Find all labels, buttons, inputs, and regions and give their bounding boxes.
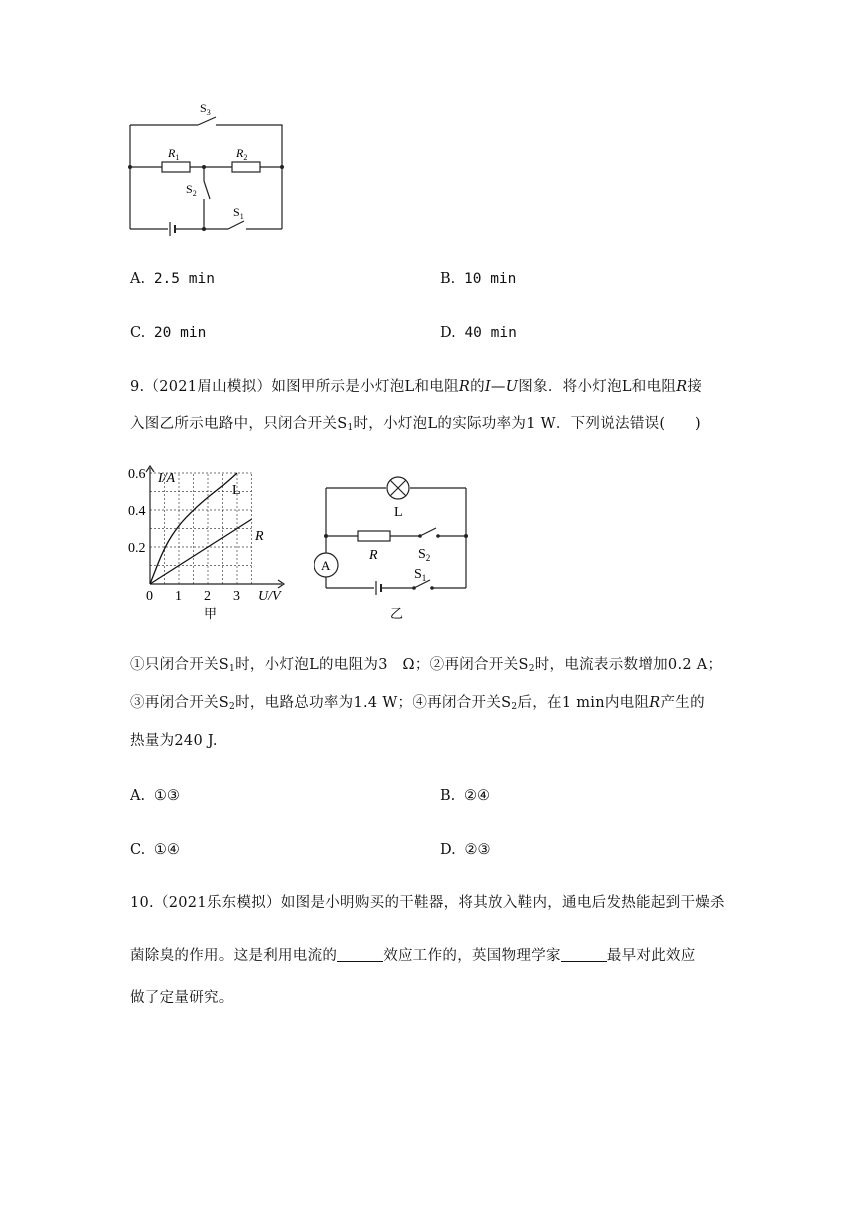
graph-xlabel: U/V [258, 589, 281, 604]
label-s2: $S_2$ [186, 182, 197, 198]
resistor-r [358, 531, 390, 541]
q9-option-d[interactable]: D. ②③ [440, 842, 491, 858]
y-tick-label: 0.4 [128, 504, 146, 519]
switch-s2 [204, 181, 210, 199]
q9-stem-line2: 入图乙所示电路中，只闭合开关$S_1$时，小灯泡L的实际功率为1 W．下列说法错误( ) [130, 416, 701, 433]
q9-option-a[interactable]: A. ①③ [130, 788, 180, 804]
switch-s1-contact [430, 586, 434, 590]
label-r2: $R_2$ [236, 146, 248, 162]
q9-option-b[interactable]: B. ②④ [440, 788, 490, 804]
line-r-label: R [255, 529, 264, 544]
x-tick-label: 1 [175, 589, 182, 604]
circuit2-caption: 乙 [390, 606, 404, 621]
q9-statement-line3: 热量为240 J. [130, 733, 218, 749]
label-ammeter: A [321, 558, 331, 573]
junction-left [128, 165, 132, 169]
junction-center [202, 165, 206, 169]
graph-caption: 甲 [204, 606, 218, 621]
resistor-r2 [232, 162, 260, 172]
q10-blank-1[interactable] [337, 947, 383, 962]
q8-option-b[interactable]: B. 10 min [440, 271, 517, 287]
q10-line3: 做了定量研究。 [130, 990, 234, 1006]
switch-s2-pivot [418, 534, 422, 538]
label-s1: $S_1$ [414, 567, 427, 583]
switch-s3 [198, 117, 216, 125]
label-resistor: R [369, 548, 378, 563]
q8-option-a[interactable]: A. 2.5 min [130, 271, 215, 287]
label-lamp: L [394, 505, 403, 520]
y-tick-label: 0.6 [128, 467, 146, 482]
junction-right [464, 534, 468, 538]
junction-bottom [202, 227, 206, 231]
q9-option-c[interactable]: C. ①④ [130, 842, 180, 858]
switch-s1-pivot [412, 586, 416, 590]
q9-stem-line1: 9.（2021眉山模拟）如图甲所示是小灯泡L和电阻R的I—U图象．将小灯泡L和电阻R接 [130, 379, 703, 395]
graph-ylabel: I/A [158, 471, 176, 486]
q10-blank-2[interactable] [561, 947, 607, 962]
label-r1: $R_1$ [168, 146, 180, 162]
x-tick-label: 0 [146, 589, 153, 604]
series-r [150, 519, 252, 584]
q10-line1: 10.（2021乐东模拟）如图是小明购买的干鞋器，将其放入鞋内，通电后发热能起到干燥杀 [130, 895, 725, 911]
curve-l-label: L [232, 483, 241, 498]
label-s1: $S_1$ [233, 205, 244, 221]
junction-left [324, 534, 328, 538]
resistor-r1 [162, 162, 190, 172]
q8-option-d[interactable]: D. 40 min [440, 325, 517, 341]
label-s2: $S_2$ [418, 547, 431, 563]
switch-s1 [228, 221, 244, 229]
switch-s2-contact [436, 534, 440, 538]
junction-right [280, 165, 284, 169]
q8-option-c[interactable]: C. 20 min [130, 325, 207, 341]
iu-graph [126, 462, 296, 622]
y-tick-label: 0.2 [128, 541, 146, 556]
label-s3: $S_3$ [200, 101, 211, 117]
circuit-diagram-1 [120, 95, 300, 240]
x-tick-label: 3 [233, 589, 240, 604]
q9-statement-line1: ①只闭合开关$S_1$时，小灯泡L的电阻为3 Ω；②再闭合开关$S_2$时，电流表示数增加0.2 A； [130, 657, 723, 674]
top-wire [130, 125, 282, 229]
x-tick-label: 2 [204, 589, 211, 604]
q10-line2: 菌除臭的作用。这是利用电流的 效应工作的，英国物理学家 最早对此效应 [130, 948, 696, 964]
q9-statement-line2: ③再闭合开关$S_2$时，电路总功率为1.4 W；④再闭合开关$S_2$后，在1 min内电阻R产生的 [130, 695, 705, 712]
circuit-diagram-2 [314, 470, 474, 630]
switch-s2 [420, 528, 436, 536]
